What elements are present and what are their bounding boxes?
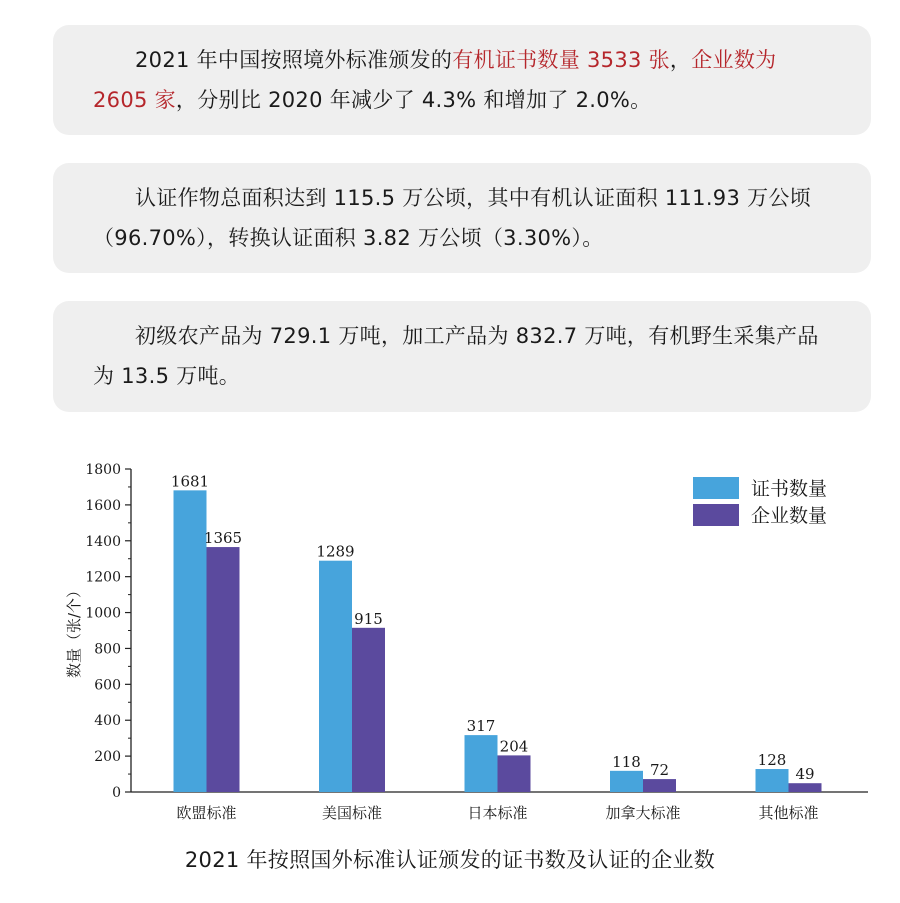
bar-enterprises	[498, 755, 531, 792]
products-paragraph: 初级农产品为 729.1 万吨，加工产品为 832.7 万吨，有机野生采集产品为 13.5 万吨。	[93, 324, 819, 388]
bar-enterprises	[207, 547, 240, 792]
p1-highlight-certificates: 有机证书数量 3533 张	[452, 48, 670, 72]
area-paragraph: 认证作物总面积达到 115.5 万公顷，其中有机认证面积 111.93 万公顷（96.70%），转换认证面积 3.82 万公顷（3.30%）。	[93, 186, 811, 250]
info-card-area	[53, 163, 871, 273]
bar-value-label: 49	[795, 765, 815, 784]
bar-value-label: 1289	[316, 542, 355, 561]
y-tick-label: 200	[94, 749, 121, 766]
bar-certificates	[465, 735, 498, 792]
x-category-label: 欧盟标准	[176, 804, 237, 822]
y-axis-label: 数量（张/个）	[65, 582, 83, 679]
chart-svg	[0, 440, 900, 840]
y-tick-label: 1400	[85, 533, 121, 550]
bar-enterprises	[643, 779, 676, 792]
bar-value-label: 118	[612, 752, 641, 771]
bar-enterprises	[352, 628, 385, 792]
y-tick-label: 400	[94, 713, 121, 730]
info-card-certificates	[53, 25, 871, 135]
legend-swatch-certificates	[693, 477, 739, 499]
bar-value-label: 1681	[170, 472, 210, 491]
x-category-label: 其他标准	[758, 804, 819, 822]
legend-label-enterprises: 企业数量	[751, 505, 828, 527]
bar-enterprises	[789, 783, 822, 792]
bar-value-label: 317	[466, 717, 496, 736]
x-category-label: 日本标准	[467, 804, 528, 822]
bar-value-label: 1365	[203, 529, 243, 548]
y-tick-label: 1600	[85, 497, 121, 514]
bar-certificates	[319, 561, 352, 792]
legend-swatch-enterprises	[693, 504, 739, 526]
p1-text-a: 2021 年中国按照境外标准颁发的	[135, 48, 453, 72]
p1-text-comma: ，	[669, 48, 692, 72]
x-category-label: 加拿大标准	[605, 804, 681, 822]
legend-label-certificates: 证书数量	[751, 478, 828, 500]
y-tick-label: 1000	[85, 605, 121, 622]
y-tick-label: 800	[94, 641, 121, 658]
y-tick-label: 600	[94, 677, 121, 694]
y-tick-label: 0	[112, 785, 121, 801]
chart-title: 2021 年按照国外标准认证颁发的证书数及认证的企业数	[184, 848, 716, 872]
x-category-label: 美国标准	[321, 804, 383, 822]
bar-chart	[0, 440, 900, 903]
y-tick-label: 1200	[85, 569, 121, 586]
info-card-products	[53, 301, 871, 412]
bar-certificates	[610, 771, 643, 792]
bar-value-label: 204	[499, 737, 529, 756]
bar-value-label: 128	[757, 751, 787, 770]
p1-text-e: ，分别比 2020 年减少了 4.3% 和增加了 2.0%。	[175, 88, 652, 112]
bar-certificates	[174, 490, 207, 792]
bar-value-label: 915	[354, 609, 383, 628]
y-tick-label: 1800	[85, 462, 121, 478]
certificates-paragraph	[93, 40, 833, 120]
p1-highlight-enterprises: 企业数为 2605 家	[93, 48, 777, 112]
bar-certificates	[756, 769, 789, 792]
bar-value-label: 72	[649, 761, 670, 780]
